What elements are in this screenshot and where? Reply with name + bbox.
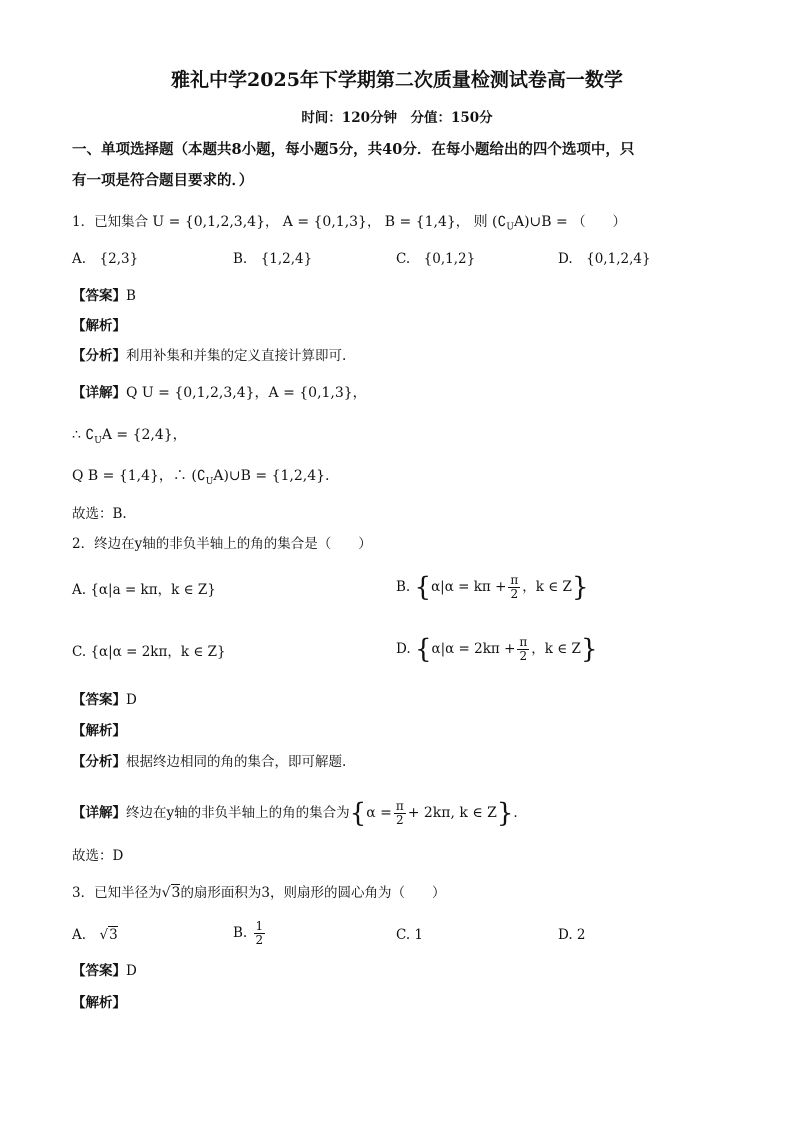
q1-stem: 1．已知集合 U = {0,1,2,3,4}， A = {0,1,3}， B = {1,4}， 则 $(∁_UA)\cup B$ = （ ） [72, 214, 627, 233]
q3-stem-radical: 3 [171, 885, 181, 901]
q2-fenxi [72, 752, 346, 772]
fenxi-tag: 【分析】 [72, 348, 126, 364]
q1-option-c: C. {0,1,2} [396, 251, 476, 267]
q2-stem: 2．终边在y轴的非负半轴上的角的集合是（ ） [72, 536, 372, 552]
q2-option-d-label: D. [396, 641, 411, 657]
q1-detail-line1: Q U = {0,1,2,3,4}，A = {0,1,3}， [126, 385, 367, 401]
q2-option-d-den: 2 [519, 649, 528, 663]
q2-option-b-den: 2 [510, 587, 519, 601]
q2-answer-value: D [126, 692, 137, 708]
q2-detail-num: π [395, 799, 404, 813]
q2-conclusion: 故选：D [72, 848, 124, 864]
q2-option-c-text: {α|α = 2kπ，k ∈ Z} [90, 644, 226, 660]
q3-stem: 3．已知半径为√3的扇形面积为3，则扇形的圆心角为（ ） [72, 885, 446, 901]
q3-analysis-tag: 【解析】 [72, 995, 126, 1011]
q3-option-a-label: A. [72, 927, 100, 943]
q3-option-b-frac [254, 920, 266, 947]
q2-option-a-text: {α|a = kπ，k ∈ Z} [90, 582, 216, 598]
q1-ask: 则 (∁ [473, 214, 507, 230]
q3-option-b [233, 920, 267, 947]
q1-stem-prefix: 1．已知集合 [72, 214, 149, 230]
q1-detail3-sub: U [205, 476, 214, 487]
q1-analysis-tag: 【解析】 [72, 318, 126, 334]
q2-analysis-tag: 【解析】 [72, 723, 126, 739]
detail-tag: 【详解】 [72, 385, 126, 401]
exam-subtitle: 时间：120分钟 分值：150分 [301, 110, 493, 126]
q1-option-a: A. {2,3} [72, 251, 139, 267]
section-heading-line1: 一、单项选择题（本题共8小题，每小题5分，共40分．在每小题给出的四个选项中，只 [72, 141, 635, 158]
q2-option-b-post: ，k ∈ Z [522, 579, 572, 595]
q1-set-a: A = {0,1,3} [282, 214, 367, 230]
q2-option-b-label: B. [396, 579, 411, 595]
q1-detail-line2 [72, 425, 187, 451]
q3-option-b-num: 1 [255, 919, 264, 933]
q2-option-c [72, 642, 226, 662]
q3-option-b-den: 2 [255, 933, 264, 947]
q2-detail-text: 终边在y轴的非负半轴上的角的集合为 [126, 805, 350, 821]
q2-option-a [72, 580, 216, 600]
q2-detail-post: + 2kπ, k ∈ Z [407, 805, 497, 821]
q1-detail2-tail: A = {2,4}， [101, 427, 187, 443]
answer-tag: 【答案】 [72, 963, 126, 979]
q1-answer [72, 286, 136, 306]
q1-detail3-tail: A)∪B = {1,2,4}. [213, 468, 330, 484]
q1-answer-value: B [126, 288, 136, 304]
q2-option-a-label: A. [72, 582, 87, 598]
q1-detail2-sub: U [94, 435, 102, 446]
q1-fenxi-text: 利用补集和并集的定义直接计算即可. [126, 348, 347, 364]
q2-option-b: B. {α|α = kπ + $\frac{\pi}{2}$ ，k ∈ Z} [396, 572, 589, 603]
detail-tag: 【详解】 [72, 805, 126, 821]
section-heading-line2: 有一项是符合题目要求的．） [72, 172, 254, 189]
q1-ask-sub: U [506, 222, 514, 233]
q1-fenxi [72, 346, 346, 366]
q1-ask-tail: A)∪B = [513, 214, 568, 230]
q2-fenxi-text: 根据终边相同的角的集合，即可解题. [126, 754, 347, 770]
q3-option-d: D. 2 [558, 927, 586, 943]
q2-option-d: D. {α|α = 2kπ + $\frac{\pi}{2}$ ，k ∈ Z} [396, 634, 598, 665]
q1-detail [72, 383, 367, 403]
q1-detail-line3 [72, 466, 329, 492]
q1-option-d: D. {0,1,2,4} [558, 251, 651, 267]
q3-answer [72, 961, 137, 981]
q1-set-b: B = {1,4} [384, 214, 456, 230]
q1-detail2-text: ∴ ∁ [72, 427, 95, 443]
q1-conclusion: 故选：B. [72, 506, 127, 522]
q2-detail-pre: α = [366, 805, 392, 821]
q3-stem-pre: 3．已知半径为 [72, 885, 162, 901]
q2-option-d-pre: α|α = 2kπ + [431, 641, 516, 657]
q2-option-b-frac [508, 574, 520, 601]
q3-option-c: C. 1 [396, 927, 424, 943]
fenxi-tag: 【分析】 [72, 754, 126, 770]
q3-option-a: A. √3 [72, 927, 118, 943]
q1-detail3-text: Q B = {1,4}，∴ (∁ [72, 468, 206, 484]
q2-detail-frac [394, 800, 406, 827]
answer-tag: 【答案】 [72, 692, 126, 708]
exam-title: 雅礼中学2025年下学期第二次质量检测试卷高一数学 [171, 69, 623, 91]
q2-detail: 【详解】终边在y轴的非负半轴上的角的集合为{α = $\frac{\pi}{2}$ + 2kπ, k ∈ Z}. [72, 798, 518, 829]
q2-option-d-frac [517, 636, 529, 663]
q2-option-d-num: π [519, 635, 528, 649]
q1-set-u: U = {0,1,2,3,4} [152, 214, 265, 230]
answer-tag: 【答案】 [72, 288, 126, 304]
q2-detail-den: 2 [395, 813, 404, 827]
q2-option-b-num: π [510, 573, 519, 587]
q3-stem-post: 的扇形面积为3，则扇形的圆心角为（ ） [180, 885, 446, 901]
q3-answer-value: D [126, 963, 137, 979]
q2-option-b-pre: α|α = kπ + [431, 579, 507, 595]
q1-option-b: B. {1,2,4} [233, 251, 313, 267]
q3-option-a-radical: 3 [109, 927, 118, 943]
q2-option-c-label: C. [72, 644, 87, 660]
q2-option-d-post: ，k ∈ Z [531, 641, 581, 657]
q1-paren: （ ） [572, 214, 627, 230]
q2-answer [72, 690, 137, 710]
q3-option-b-label: B. [233, 925, 248, 941]
